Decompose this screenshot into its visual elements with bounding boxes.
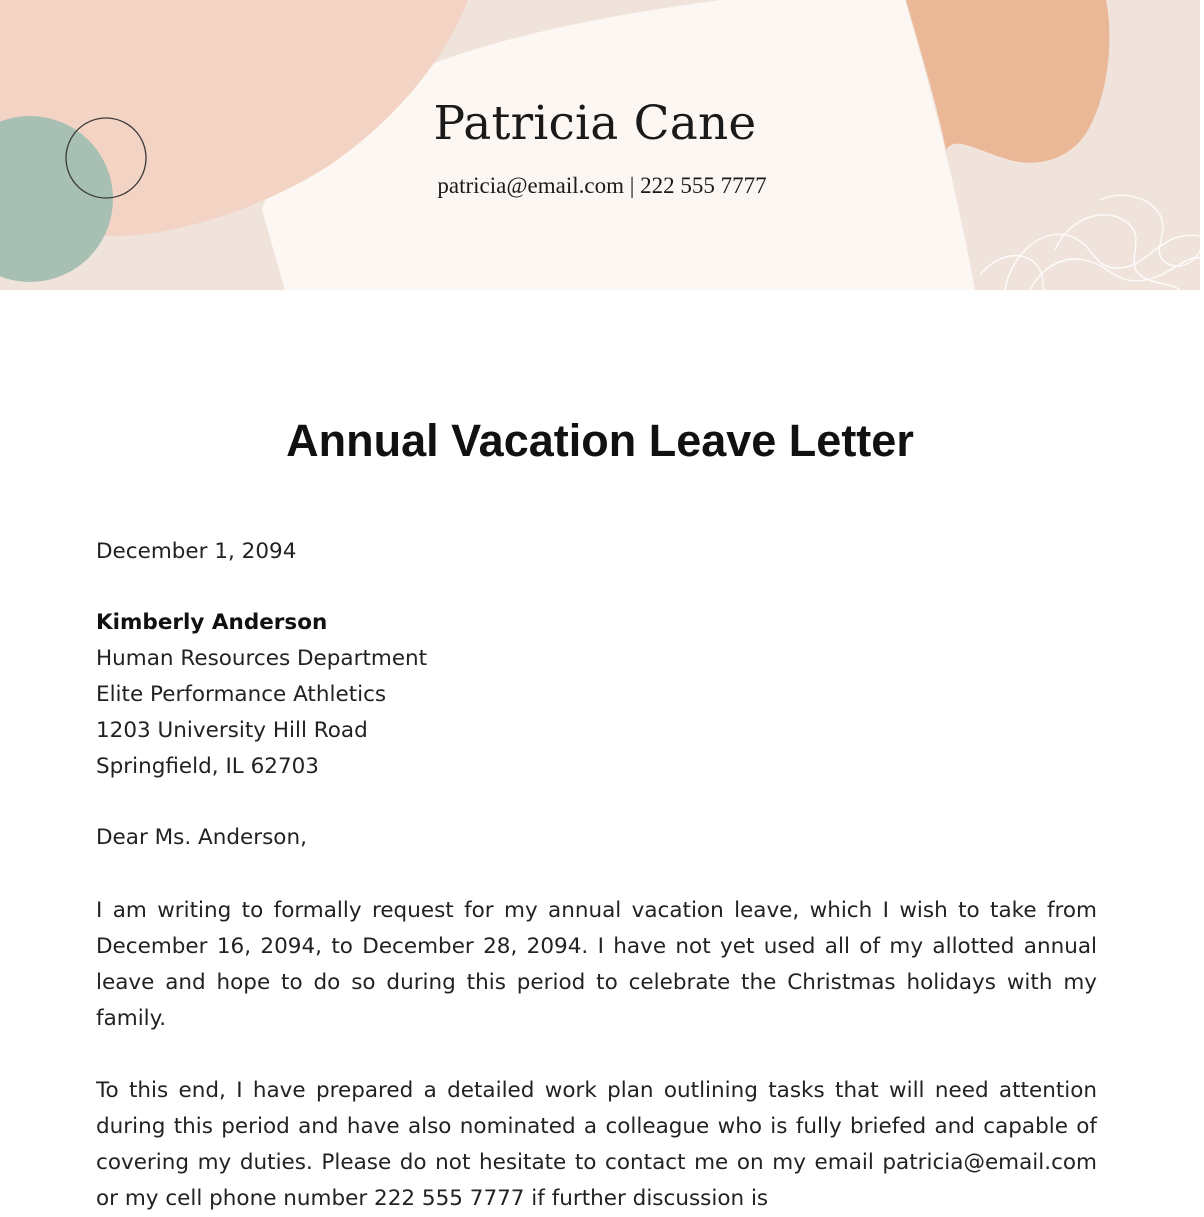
letter-date: December 1, 2094 — [96, 539, 297, 564]
sender-contact: patricia@email.com | 222 555 7777 — [437, 173, 767, 198]
recipient-name: Kimberly Anderson — [96, 610, 328, 635]
recipient-department: Human Resources Department — [96, 646, 428, 671]
recipient-company: Elite Performance Athletics — [96, 682, 387, 707]
document-title: Annual Vacation Leave Letter — [286, 415, 914, 466]
recipient-block — [96, 605, 427, 785]
recipient-street: 1203 University Hill Road — [96, 718, 368, 743]
salutation: Dear Ms. Anderson, — [96, 825, 307, 850]
body-paragraph: I am writing to formally request for my annual vacation leave, which I wish to take from December 16, 2094, to December 28, 2094. I have not yet used all of my allotted annual leave and hope to do so during this period to celebrate the Christmas holidays with my family. — [96, 898, 1097, 1031]
sender-name: Patricia Cane — [433, 96, 757, 151]
letterhead — [0, 0, 1200, 290]
body-paragraph: To this end, I have prepared a detailed work plan outlining tasks that will need attention during this period and have also nominated a colleague who is fully briefed and capable of covering my duties. Please do not hesitate to contact me on my email patricia@email.com or my cell phone number 222 555 7777 if further discussion is — [96, 1078, 1097, 1211]
recipient-city: Springfield, IL 62703 — [96, 754, 319, 779]
